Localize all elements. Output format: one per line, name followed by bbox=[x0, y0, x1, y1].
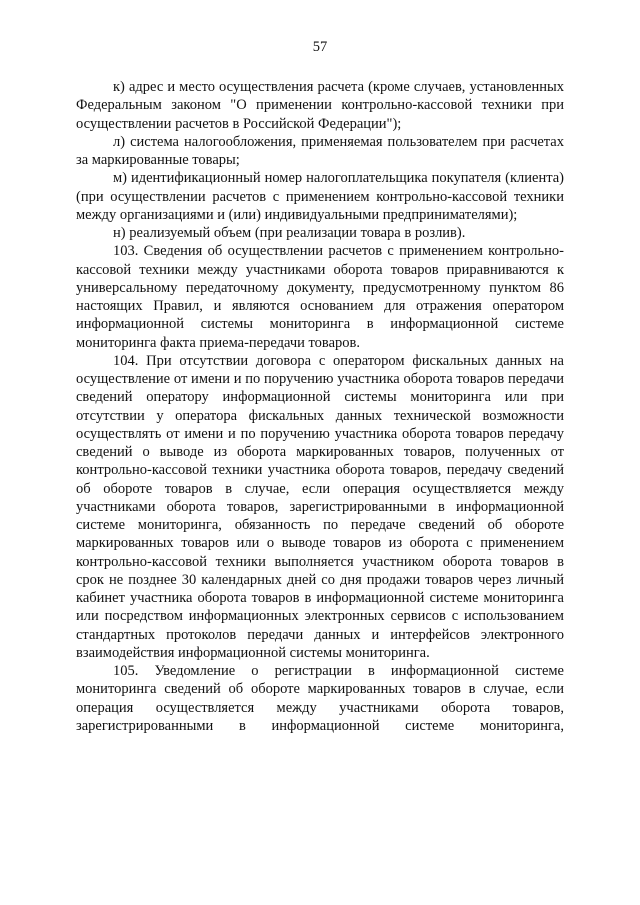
page-number: 57 bbox=[312, 39, 328, 55]
document-body bbox=[76, 78, 564, 735]
paragraph-104: 104. При отсутствии договора с оператором фискальных данных на осуществление от имени и по поручению участника оборота товаров передачи сведений оператору информационной системы мониторинга или при отсутствии у оператора фискальных данных технической возможности осуществлять от имени и по поручению участника оборота товаров передачу сведений о выводе из оборота маркированных товаров, полученных от контрольно-кассовой техники участника оборота товаров, передачу сведений об обороте товаров в случае, если операция осуществляется между участниками оборота товаров, зарегистрированными в информационной системе мониторинга, обязанность по передаче сведений об обороте маркированных товаров или о выводе товаров из оборота с применением контрольно-кассовой техники выполняется участником оборота товаров в срок не позднее 30 календарных дней со дня продажи товаров через личный кабинет участника оборота товаров в информационной системе мониторинга или посредством информационных электронных сервисов с использованием стандартных протоколов передачи данных и интерфейсов электронного взаимодействия информационной системы мониторинга. bbox=[76, 352, 564, 661]
paragraph-105: 105. Уведомление о регистрации в информационной системе мониторинга сведений об обороте маркированных товаров в случае, если операция осуществляется между участниками оборота товаров, зарегистрированными в информационной системе мониторинга, bbox=[76, 663, 564, 734]
paragraph-n-volume: н) реализуемый объем (при реализации товара в розлив). bbox=[113, 225, 466, 241]
paragraph-103: 103. Сведения об осуществлении расчетов с применением контрольно-кассовой техники между участниками оборота товаров приравниваются к универсальному передаточному документу, предусмотренному пунктом 86 настоящих Правил, и являются основанием для отражения оператором информационной системы мониторинга в информационной системе мониторинга факта приема-передачи товаров. bbox=[76, 243, 564, 351]
paragraph-m-inn: м) идентификационный номер налогоплательщика покупателя (клиента) (при осуществлении расчетов с применением контрольно-кассовой техники между организациями и (или) индивидуальными предпринимателями); bbox=[76, 170, 564, 223]
paragraph-k-address: к) адрес и место осуществления расчета (кроме случаев, установленных Федеральным законом "О применении контрольно-кассовой техники при осуществлении расчетов в Российской Федерации"); bbox=[76, 79, 564, 132]
paragraph-l-tax-system: л) система налогообложения, применяемая пользователем при расчетах за маркированные товары; bbox=[76, 133, 564, 168]
